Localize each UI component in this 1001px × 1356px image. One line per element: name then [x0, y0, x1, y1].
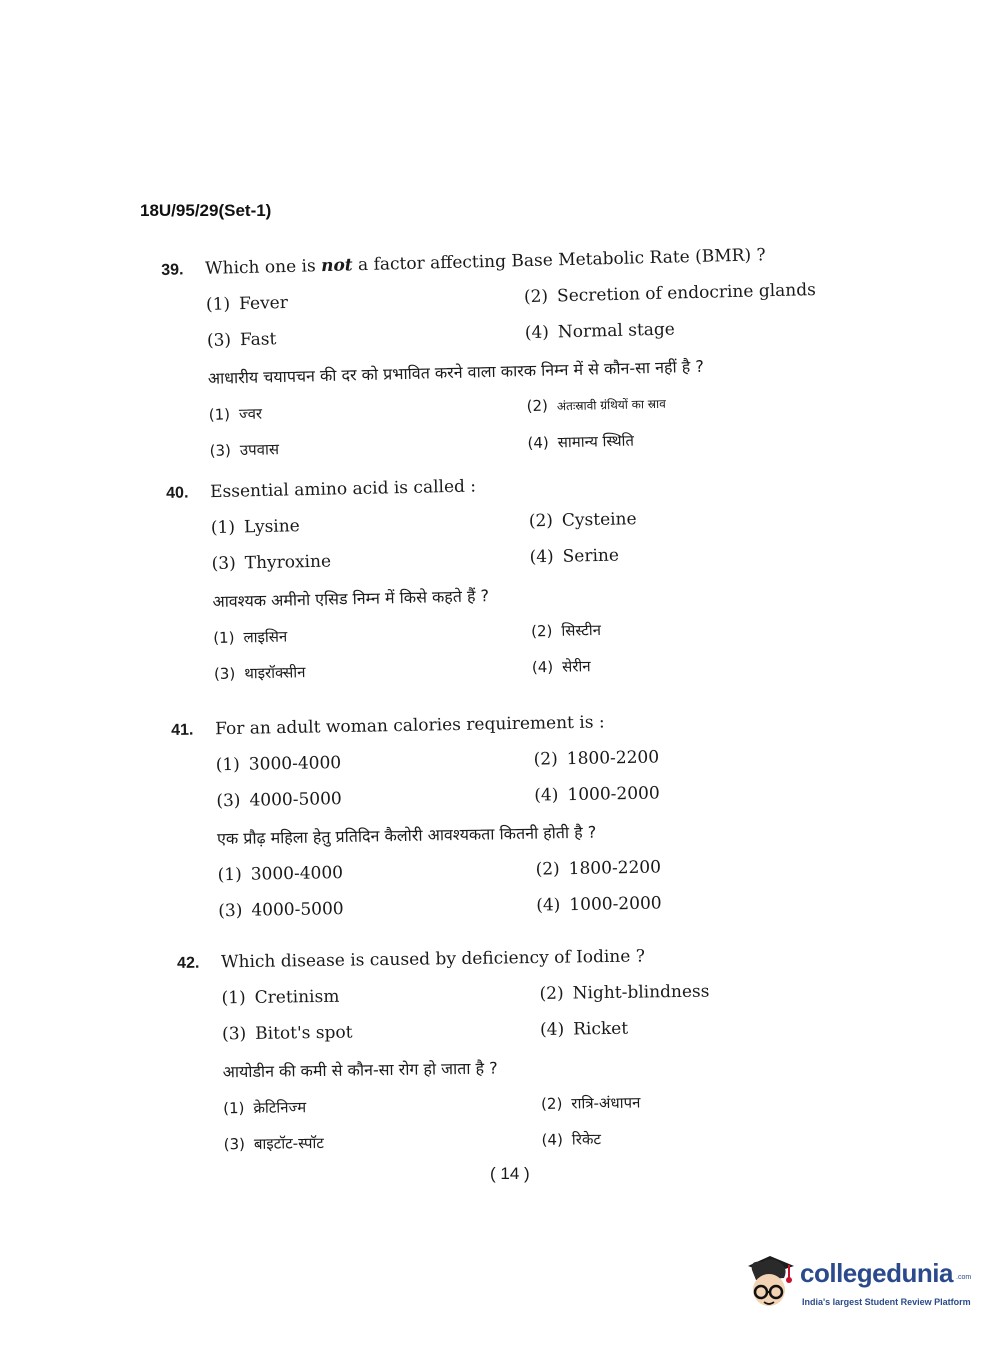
- brand-domain: .com: [956, 1274, 972, 1281]
- student-mascot-icon: [742, 1252, 798, 1312]
- option-3: (3) Thyroxine: [211, 551, 332, 575]
- option-1: (1) Lysine: [210, 516, 300, 539]
- hindi-option-2: (2) सिस्टीन: [530, 620, 602, 641]
- hindi-option-4: (4) रिकेट: [541, 1130, 602, 1149]
- option-1: (1) 3000-4000: [215, 753, 342, 776]
- hindi-option-3: (3) 4000-5000: [218, 899, 344, 922]
- question-text: Which one is not a factor affecting Base Metabolic Rate (BMR) ?: [204, 245, 766, 279]
- brand-name: collegedunia: [800, 1258, 953, 1288]
- hindi-question-text: आयोडीन की कमी से कौन-सा रोग हो जाता है ?: [222, 1058, 498, 1082]
- option-4: (4) Normal stage: [524, 319, 676, 344]
- question-42: [177, 946, 820, 1171]
- question-text: Essential amino acid is called :: [209, 476, 477, 503]
- option-2: (2) Secretion of endocrine glands: [523, 280, 817, 308]
- hindi-option-1: (1) लाइसिन: [213, 627, 288, 648]
- question-text: Which disease is caused by deficiency of Iodine ?: [220, 946, 646, 973]
- question-number: 41.: [171, 721, 194, 739]
- hindi-option-3: (3) थाइरॉक्सीन: [213, 663, 306, 684]
- question-number: 42.: [177, 954, 200, 972]
- option-3: (3) Fast: [206, 329, 277, 351]
- question-40: [166, 472, 810, 701]
- option-4: (4) Ricket: [539, 1018, 629, 1040]
- question-text: For an adult woman calories requirement is :: [214, 712, 605, 740]
- option-1: (1) Fever: [205, 292, 289, 315]
- option-2: (2) Night-blindness: [539, 981, 710, 1004]
- hindi-option-1: (1) क्रेटिनिज्म: [223, 1098, 307, 1118]
- question-number: 40.: [166, 484, 189, 502]
- hindi-question-text: आधारीय चयापचन की दर को प्रभावित करने वाला कारक निम्न में से कौन-सा नहीं है ?: [207, 356, 705, 388]
- option-3: (3) Bitot's spot: [221, 1022, 353, 1045]
- option-3: (3) 4000-5000: [216, 789, 342, 812]
- option-1: (1) Cretinism: [221, 986, 340, 1009]
- question-39: [161, 245, 817, 478]
- option-2: (2) 1800-2200: [533, 747, 660, 770]
- hindi-question-text: एक प्रौढ़ महिला हेतु प्रतिदिन कैलोरी आवश्यकता कितनी होती है ?: [216, 822, 597, 849]
- option-4: (4) Serine: [529, 545, 620, 568]
- option-2: (2) Cysteine: [528, 509, 637, 532]
- paper-code: 18U/95/29(Set-1): [140, 201, 272, 220]
- question-number: 39.: [161, 261, 184, 279]
- brand-tagline: India's largest Student Review Platform: [802, 1297, 971, 1307]
- hindi-option-4: (4) 1000-2000: [536, 893, 662, 916]
- hindi-option-3: (3) बाइटॉट-स्पॉट: [223, 1133, 325, 1154]
- emphasis-not: not: [320, 255, 353, 277]
- hindi-option-2: (2) 1800-2200: [535, 857, 662, 880]
- hindi-option-1: (1) 3000-4000: [217, 863, 344, 886]
- hindi-option-2: (2) रात्रि-अंधापन: [540, 1093, 641, 1113]
- hindi-option-4: (4) सामान्य स्थिति: [527, 431, 635, 453]
- hindi-option-2: (2) अंतःस्रावी ग्रंथियों का स्राव: [526, 396, 666, 416]
- question-41: [171, 711, 815, 938]
- hindi-option-1: (1) ज्वर: [208, 404, 263, 424]
- hindi-question-text: आवश्यक अमीनो एसिड निम्न में किसे कहते हैं ?: [212, 586, 490, 612]
- hindi-option-4: (4) सेरीन: [531, 657, 591, 677]
- option-4: (4) 1000-2000: [534, 783, 660, 806]
- hindi-option-3: (3) उपवास: [209, 440, 280, 460]
- page-number: ( 14 ): [490, 1164, 530, 1183]
- collegedunia-logo: [742, 1252, 972, 1322]
